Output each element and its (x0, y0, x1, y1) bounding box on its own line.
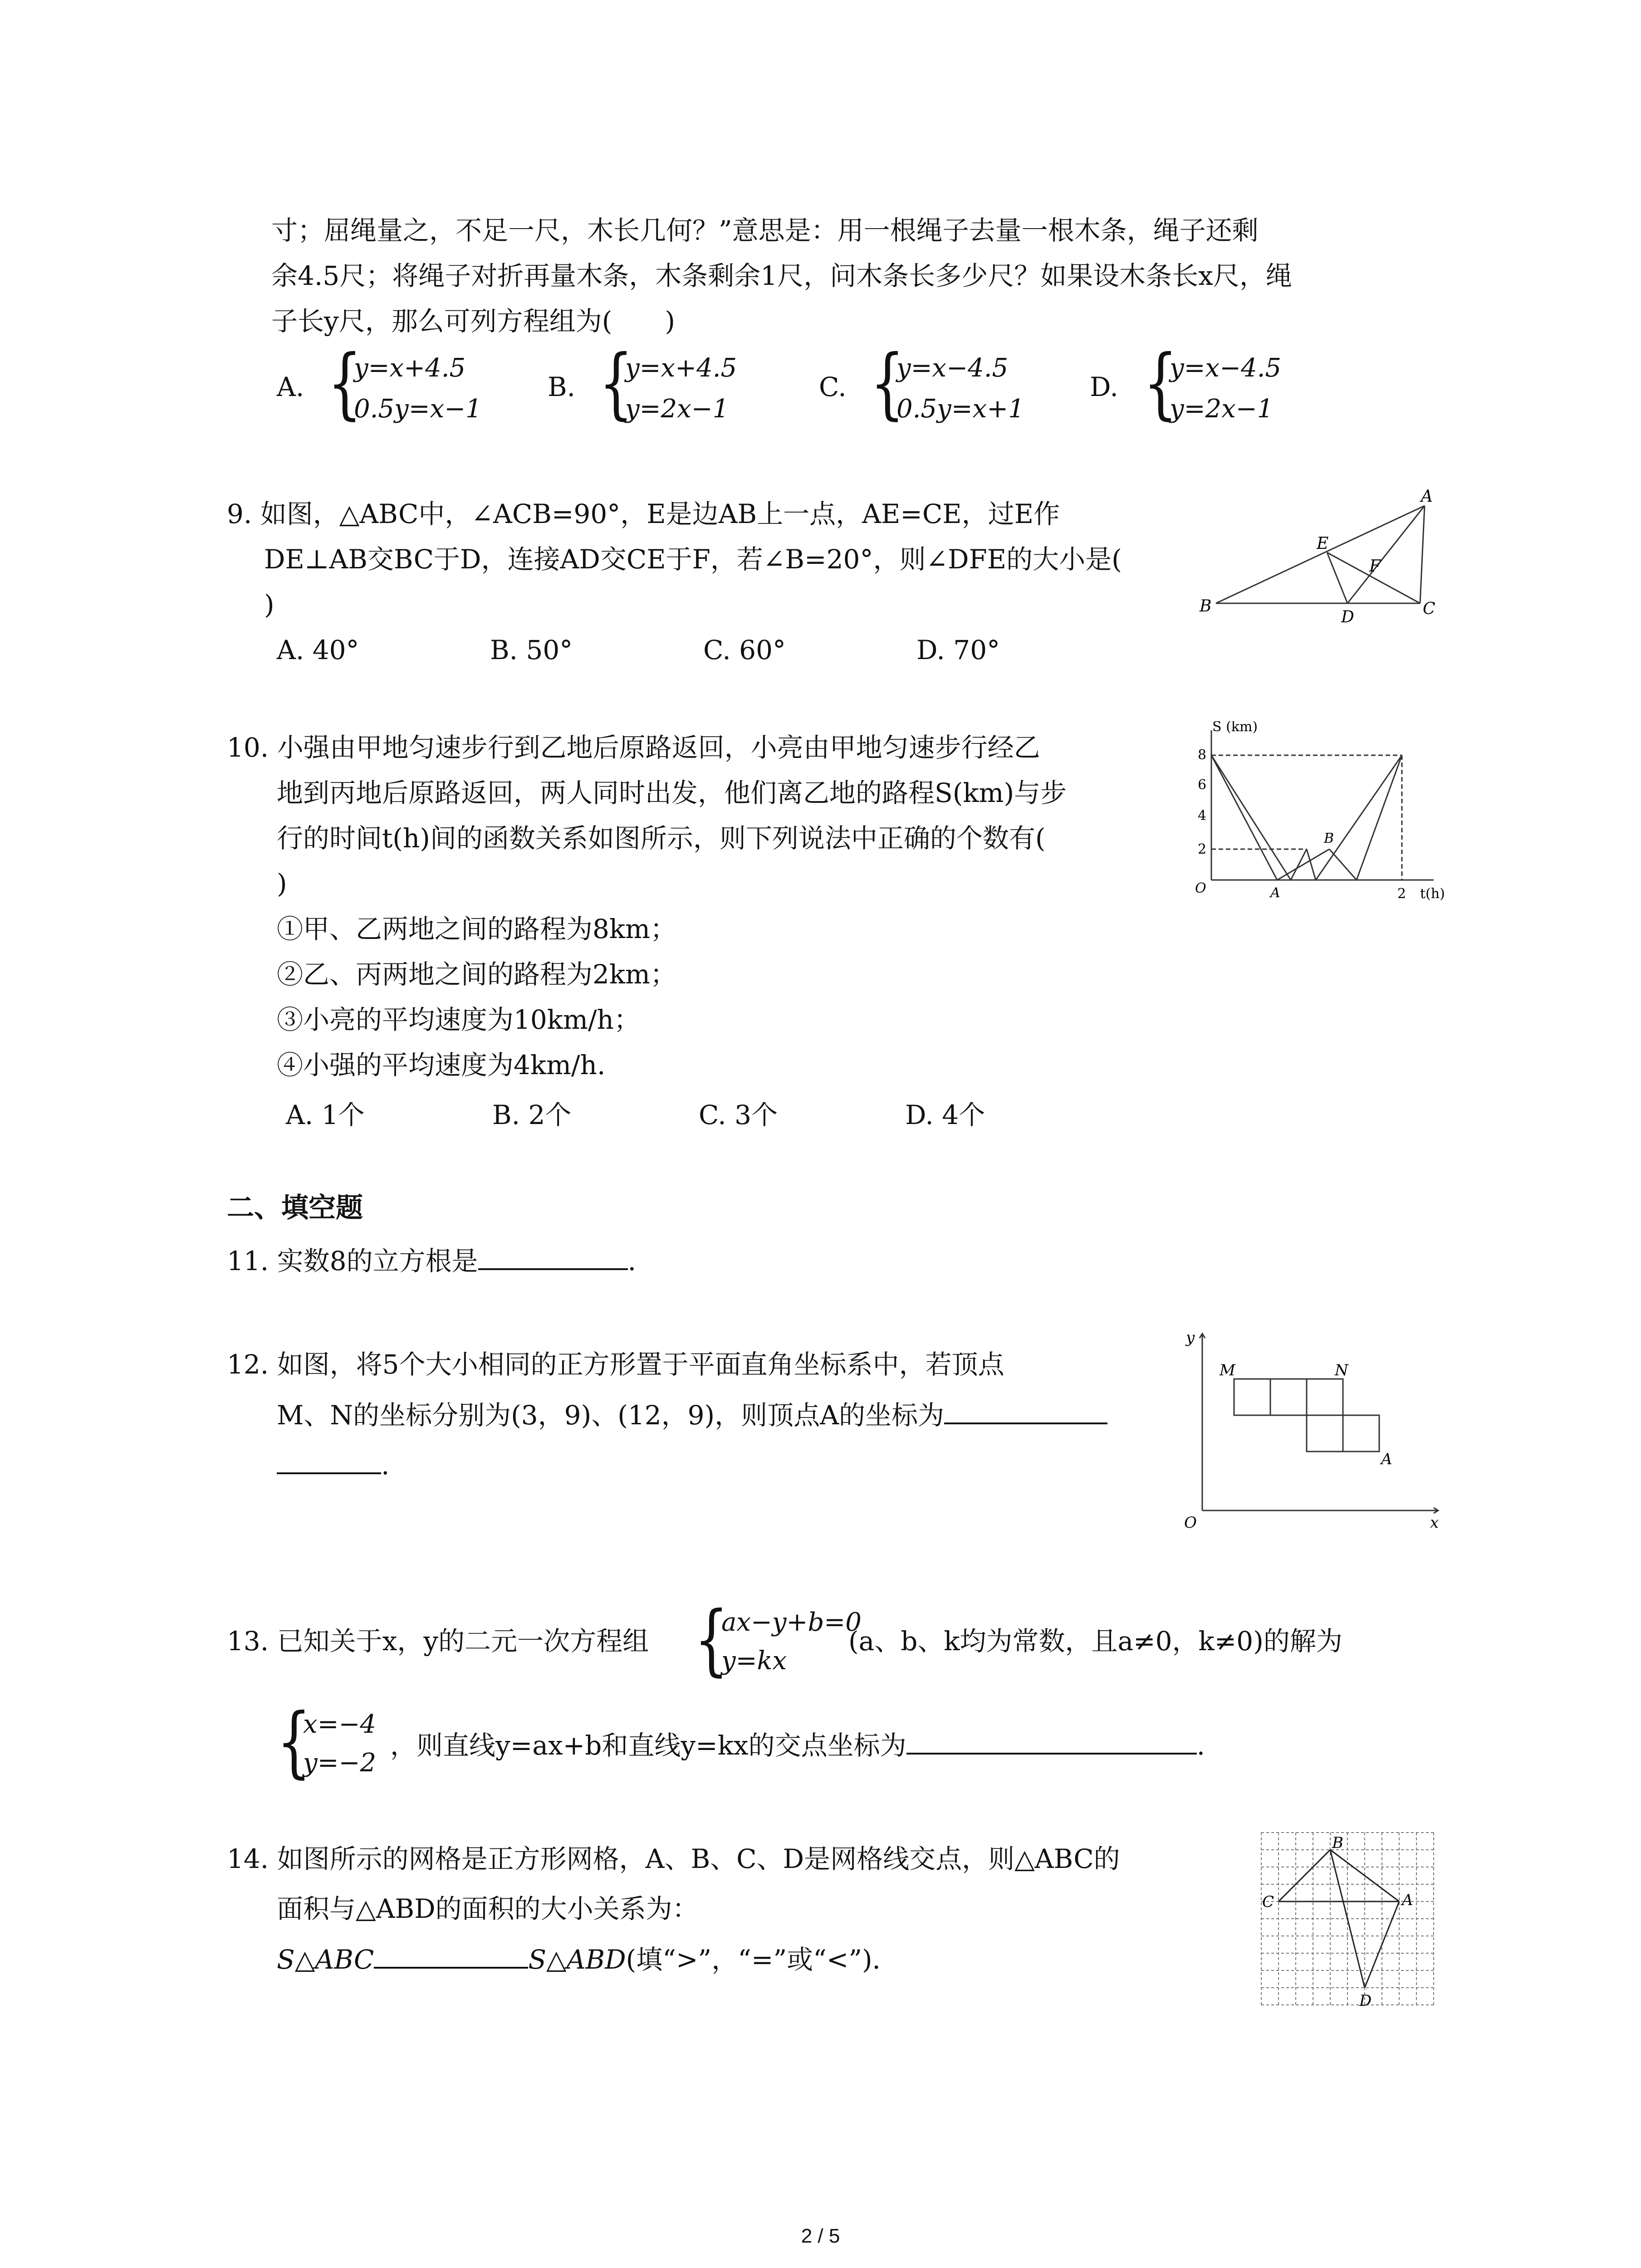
q9-option-a: A. 40° (277, 635, 359, 665)
q14-line1: 14. 如图所示的网格是正方形网格，A、B、C、D是网格线交点，则△ABC的 (227, 1843, 1120, 1874)
q9-line1: 9. 如图，△ABC中，∠ACB=90°，E是边AB上一点，AE=CE，过E作 (227, 499, 1060, 529)
q10-point-b: B (1324, 831, 1334, 846)
q13-line2: ，则直线y=ax+b和直线y=kx的交点坐标为 . (390, 1727, 1205, 1763)
q10-line3: 行的时间t(h)间的函数关系如图所示，则下列说法中正确的个数有( (277, 823, 1046, 854)
q13-answer-blank[interactable] (906, 1727, 1197, 1755)
q12-line3: . (277, 1447, 389, 1482)
q14-label-c: C (1262, 1893, 1274, 1911)
q10-tick-2: 2 (1198, 841, 1207, 857)
q11-answer-blank[interactable] (478, 1243, 628, 1270)
q10-line4: ) (277, 868, 287, 899)
q10-statement-2: ②乙、丙两地之间的路程为2km； (277, 959, 677, 990)
page-number: 2 / 5 (801, 2225, 840, 2247)
q10-statement-3: ③小亮的平均速度为10km/h； (277, 1004, 640, 1035)
q11-text: 11. 实数8的立方根是 (227, 1246, 478, 1276)
section-title-fill-in: 二、填空题 (227, 1192, 363, 1224)
q10-option-a: A. 1个 (286, 1100, 365, 1130)
q8-line3: 子长y尺，那么可列方程组为( ) (271, 306, 676, 337)
q14-label-d: D (1359, 1992, 1372, 2010)
q14-answer-blank[interactable] (374, 1941, 528, 1969)
q10-tick-6: 6 (1198, 777, 1207, 793)
q9-label-a: A (1421, 487, 1433, 506)
q12-answer-blank-1[interactable] (944, 1397, 1107, 1424)
q10-option-c: C. 3个 (699, 1100, 778, 1130)
q12-y-label: y (1186, 1329, 1195, 1347)
q10-statement-4: ④小强的平均速度为4km/h. (277, 1050, 606, 1080)
q10-line1: 10. 小强由甲地匀速步行到乙地后原路返回，小亮由甲地匀速步行经乙 (227, 732, 1040, 763)
q10-statement-1: ①甲、乙两地之间的路程为8km； (277, 914, 677, 944)
q10-origin-label: O (1195, 880, 1206, 896)
q12-label-a: A (1381, 1450, 1392, 1468)
q12-line1: 12. 如图，将5个大小相同的正方形置于平面直角坐标系中，若顶点 (227, 1349, 1004, 1380)
q14-line3: S△ABC S△ABD(填“>”，“=”或“<”)． (277, 1941, 899, 1977)
q9-label-c: C (1423, 600, 1435, 618)
q13-sol2: y=−2 (303, 1748, 377, 1778)
q13-line1-suffix: (a、b、k均为常数，且a≠0，k≠0)的解为 (848, 1626, 1342, 1657)
q12-label-n: N (1335, 1361, 1348, 1379)
q9-label-b: B (1200, 597, 1212, 616)
q14-label-b: B (1332, 1834, 1343, 1852)
q12-answer-blank-2[interactable] (277, 1447, 381, 1474)
q11-line: 11. 实数8的立方根是 . (227, 1243, 636, 1278)
q12-origin-label: O (1184, 1514, 1197, 1532)
q12-line2: M、N的坐标分别为(3，9)、(12，9)，则顶点A的坐标为 (277, 1397, 1107, 1432)
q10-distance-time-graph (1180, 721, 1461, 912)
q13-eq2: y=kx (721, 1646, 787, 1676)
q10-x-axis-label: t(h) (1420, 886, 1445, 902)
q9-option-c: C. 60° (703, 635, 786, 665)
q10-option-d: D. 4个 (905, 1100, 985, 1130)
q13-eq1: ax−y+b=0 (721, 1608, 862, 1637)
q10-y-axis-label: S (km) (1212, 721, 1258, 735)
q9-line3: ) (264, 589, 274, 620)
q10-tick-4: 4 (1198, 808, 1207, 824)
q14-label-a: A (1402, 1891, 1413, 1909)
q8-line2: 余4.5尺；将绳子对折再量木条，木条剩余1尺，问木条长多少尺？如果设木条长x尺，绳 (271, 260, 1292, 291)
q9-option-b: B. 50° (490, 635, 573, 665)
q10-option-b: B. 2个 (492, 1100, 572, 1130)
q10-tick-8: 8 (1198, 747, 1207, 763)
q9-line2: DE⊥AB交BC于D，连接AD交CE于F，若∠B=20°，则∠DFE的大小是( (264, 544, 1122, 575)
q13-brace-solution: { (277, 1697, 311, 1787)
q12-label-m: M (1220, 1361, 1235, 1379)
q9-option-d: D. 70° (916, 635, 1000, 665)
q9-label-d: D (1341, 608, 1354, 626)
q10-tick-x-2: 2 (1397, 886, 1406, 902)
q12-squares-figure (1171, 1325, 1443, 1533)
q10-point-a: A (1270, 885, 1280, 901)
q13-brace-system: { (694, 1595, 729, 1685)
q9-label-f: F (1369, 557, 1381, 576)
q9-triangle-figure (1198, 485, 1452, 635)
q8-line1: 寸；屈绳量之，不足一尺，木长几何？”意思是：用一根绳子去量一根木条，绳子还剩 (271, 215, 1259, 246)
q14-line2: 面积与△ABD的面积的大小关系为： (277, 1893, 699, 1924)
q14-s-abc: S△ABC (277, 1944, 374, 1975)
q13-sol1: x=−4 (303, 1710, 377, 1739)
q13-line1-prefix: 13. 已知关于x，y的二元一次方程组 (227, 1626, 649, 1657)
q12-x-label: x (1430, 1514, 1439, 1532)
q14-s-abd: S△ABD (528, 1944, 626, 1975)
q10-line2: 地到丙地后原路返回，两人同时出发，他们离乙地的路程S(km)与步 (277, 777, 1067, 808)
q9-label-e: E (1317, 534, 1329, 553)
q14-grid-figure (1252, 1823, 1443, 2014)
